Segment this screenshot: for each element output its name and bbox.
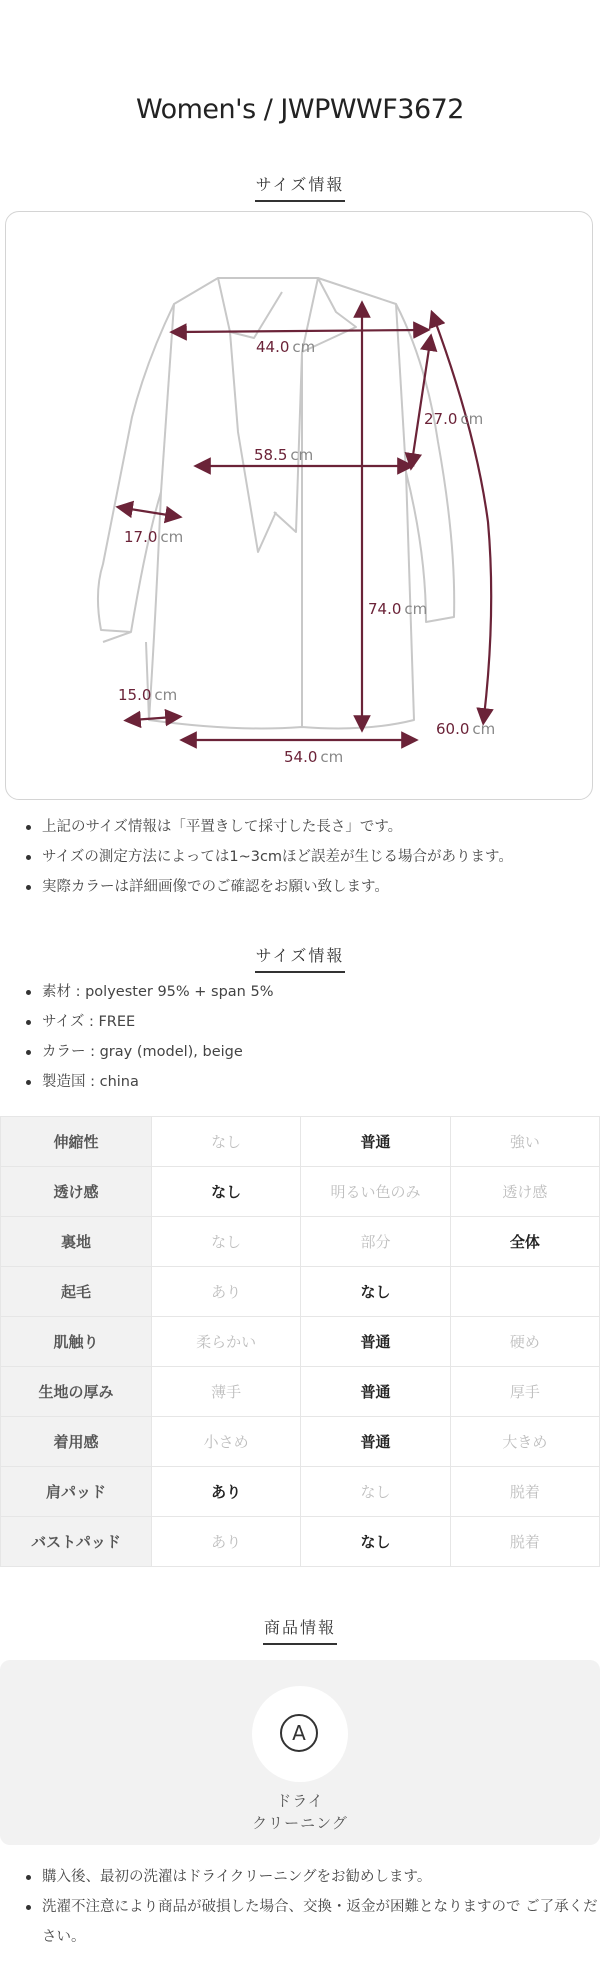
attribute-option: 強い: [450, 1117, 599, 1167]
attribute-row: [1, 1467, 600, 1517]
attribute-name: 肩パッド: [1, 1467, 152, 1517]
attribute-name: 裏地: [1, 1217, 152, 1267]
attribute-option: 部分: [301, 1217, 450, 1267]
attribute-name: 起毛: [1, 1267, 152, 1317]
attribute-option: 脱着: [450, 1467, 599, 1517]
attribute-option: あり: [152, 1517, 301, 1567]
attribute-row: [1, 1267, 600, 1317]
dimension-lines: [124, 309, 491, 740]
sleeve-upper-label: 17.0 cm: [124, 528, 184, 546]
attribute-option-selected: なし: [152, 1167, 301, 1217]
attribute-name: 肌触り: [1, 1317, 152, 1367]
spec-list: [24, 977, 273, 1097]
care-panel: [0, 1660, 600, 1845]
attribute-option: [450, 1267, 599, 1317]
size-note: 上記のサイズ情報は「平置きして採寸した長さ」です。: [24, 812, 513, 842]
spec-item: カラー : gray (model), beige: [24, 1037, 273, 1067]
care-notes: [24, 1862, 600, 1952]
attribute-option-selected: 全体: [450, 1217, 599, 1267]
size-info-heading-text: サイズ情報: [255, 172, 346, 202]
attribute-row: [1, 1117, 600, 1167]
attribute-option: 薄手: [152, 1367, 301, 1417]
attribute-option: 硬め: [450, 1317, 599, 1367]
attribute-option: なし: [152, 1217, 301, 1267]
cuff-label: 15.0 cm: [118, 686, 178, 704]
care-label-line2: クリーニング: [252, 1814, 348, 1832]
spec-heading-text: サイズ情報: [255, 943, 346, 973]
length-label: 74.0 cm: [368, 600, 428, 618]
care-icon-circle: [252, 1686, 348, 1782]
size-note: 実際カラーは詳細画像でのご確認をお願い致します。: [24, 872, 513, 902]
care-note: 購入後、最初の洗濯はドライクリーニングをお勧めします。: [24, 1862, 600, 1892]
attribute-option: なし: [301, 1467, 450, 1517]
care-note: 洗濯不注意により商品が破損した場合、交換・返金が困難となりますので ご了承ください。: [24, 1892, 600, 1952]
attribute-option: 脱着: [450, 1517, 599, 1567]
attribute-option: あり: [152, 1267, 301, 1317]
shoulder-label: 44.0 cm: [256, 338, 316, 356]
attribute-row: [1, 1217, 600, 1267]
spec-item: 製造国 : china: [24, 1067, 273, 1097]
attribute-option: 明るい色のみ: [301, 1167, 450, 1217]
size-info-heading: [0, 172, 600, 202]
attribute-name: 生地の厚み: [1, 1367, 152, 1417]
chest-label: 58.5 cm: [254, 446, 314, 464]
product-info-heading-text: 商品情報: [263, 1615, 337, 1645]
size-note: サイズの測定方法によっては1~3cmほど誤差が生じる場合があります。: [24, 842, 513, 872]
product-info-heading: [0, 1615, 600, 1645]
attribute-name: 着用感: [1, 1417, 152, 1467]
armhole-line: [412, 342, 430, 462]
spec-heading: [0, 943, 600, 973]
dry-clean-icon: A: [280, 1714, 318, 1752]
attribute-option-selected: 普通: [301, 1317, 450, 1367]
attribute-option: 大きめ: [450, 1417, 599, 1467]
care-label-line1: ドライ: [276, 1792, 324, 1810]
spec-item: サイズ : FREE: [24, 1007, 273, 1037]
attribute-row: [1, 1367, 600, 1417]
cuff-line: [132, 717, 174, 720]
size-notes: [24, 812, 513, 902]
attribute-row: [1, 1167, 600, 1217]
attribute-row: [1, 1417, 600, 1467]
shoulder-line: [178, 330, 422, 332]
attribute-option-selected: なし: [301, 1267, 450, 1317]
attribute-option-selected: あり: [152, 1467, 301, 1517]
attribute-option: なし: [152, 1117, 301, 1167]
armhole-label: 27.0 cm: [424, 410, 484, 428]
fabric-attribute-table: [0, 1116, 600, 1567]
attribute-option-selected: なし: [301, 1517, 450, 1567]
product-title: Women's / JWPWWF3672: [136, 94, 464, 125]
attribute-name: バストパッド: [1, 1517, 152, 1567]
attribute-option: 厚手: [450, 1367, 599, 1417]
sleeve-length-label: 60.0 cm: [436, 720, 496, 738]
attribute-row: [1, 1517, 600, 1567]
attribute-option-selected: 普通: [301, 1117, 450, 1167]
attribute-option: 小さめ: [152, 1417, 301, 1467]
attribute-name: 透け感: [1, 1167, 152, 1217]
sleeve-upper-line: [124, 508, 174, 516]
attribute-row: [1, 1317, 600, 1367]
attribute-option: 柔らかい: [152, 1317, 301, 1367]
sleeve-length-line: [434, 318, 491, 717]
jacket-diagram-svg: [6, 212, 594, 801]
attribute-name: 伸縮性: [1, 1117, 152, 1167]
spec-item: 素材 : polyester 95% + span 5%: [24, 977, 273, 1007]
hem-label: 54.0 cm: [284, 748, 344, 766]
attribute-option-selected: 普通: [301, 1367, 450, 1417]
attribute-option: 透け感: [450, 1167, 599, 1217]
attribute-option-selected: 普通: [301, 1417, 450, 1467]
size-diagram: [5, 211, 593, 800]
